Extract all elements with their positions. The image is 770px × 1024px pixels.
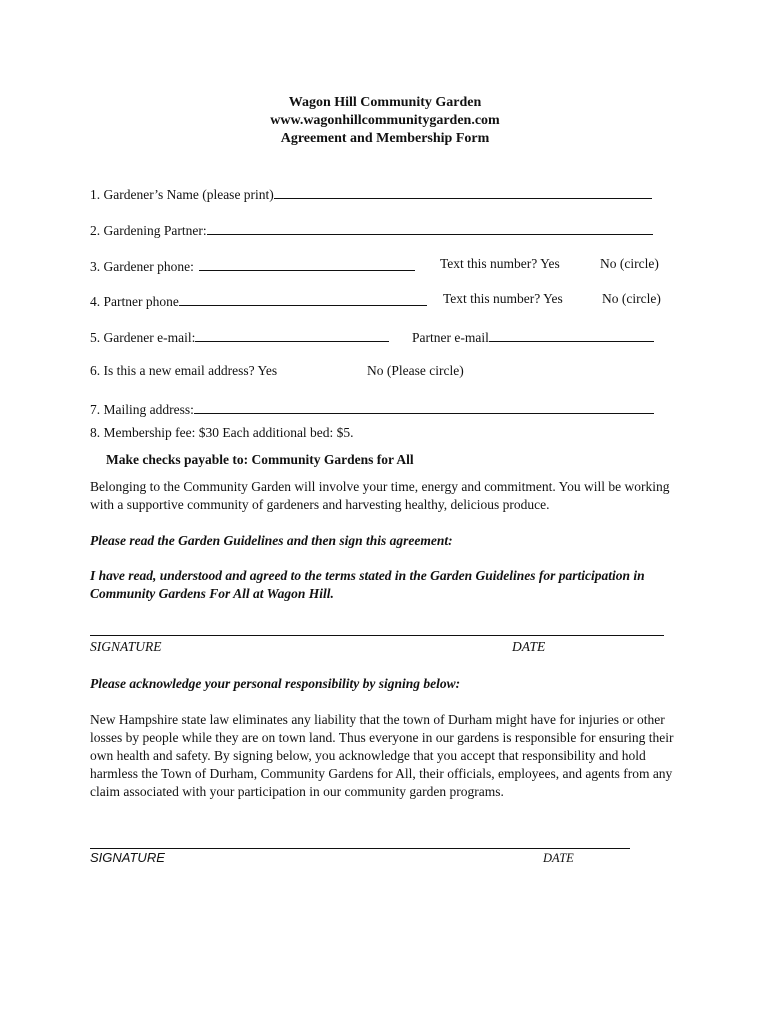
checks-payable-text: Make checks payable to: Community Gardens for All: [106, 452, 414, 467]
gardening-partner-label: 2. Gardening Partner:: [90, 223, 207, 238]
liability-paragraph: New Hampshire state law eliminates any liability that the town of Durham might have for injuries or other losses by people while they are on town land. Thus everyone in our gardens is responsible for ensuring their own health and safety. By signing below, you acknowledge that you accept that responsibility and hold harmless the Town of Durham, Community Gardens for All, their officials, employees, and agents from any claim associated with your participation in our community garden programs.: [90, 712, 674, 799]
new-email-no-option[interactable]: No (Please circle): [367, 363, 464, 378]
garden-title: Wagon Hill Community Garden: [288, 95, 482, 110]
gardener-email-label: 5. Gardener e-mail:: [90, 330, 196, 345]
belonging-paragraph: Belonging to the Community Garden will involve your time, energy and commitment. You will be working with a supportive community of gardeners and harvesting healthy, delicious produce.: [90, 479, 670, 512]
gardening-partner-field[interactable]: [207, 220, 653, 235]
gardening-partner-row: [90, 220, 653, 239]
signature-line-2[interactable]: [90, 848, 630, 849]
date-label-2: DATE: [543, 851, 574, 865]
date-label-1: DATE: [512, 639, 546, 654]
email-row: [90, 327, 389, 346]
gardener-name-row: [90, 184, 652, 203]
mailing-address-row: [90, 399, 654, 418]
signature-label-1: SIGNATURE: [90, 639, 162, 654]
gardener-phone-row: [90, 256, 415, 275]
garden-website: www.wagonhillcommunitygarden.com: [270, 113, 500, 128]
gardener-phone-field[interactable]: [199, 256, 415, 271]
partner-email-label: Partner e-mail: [412, 330, 489, 345]
mailing-address-label: 7. Mailing address:: [90, 402, 194, 417]
form-header: [0, 94, 770, 148]
new-email-question[interactable]: 6. Is this a new email address? Yes: [90, 363, 278, 378]
read-guidelines-heading: Please read the Garden Guidelines and then sign this agreement:: [90, 533, 453, 548]
gardener-phone-label: 3. Gardener phone:: [90, 259, 194, 274]
gardener-name-field[interactable]: [274, 184, 652, 199]
agreement-statement: I have read, understood and agreed to the terms stated in the Garden Guidelines for participation in Community Gardens For All at Wagon Hill.: [90, 568, 645, 601]
partner-phone-no-option[interactable]: No (circle): [602, 291, 661, 306]
partner-phone-field[interactable]: [179, 291, 427, 306]
gardener-email-field[interactable]: [195, 327, 389, 342]
form-subtitle: Agreement and Membership Form: [280, 131, 490, 146]
gardener-phone-no-option[interactable]: No (circle): [600, 256, 659, 271]
gardener-phone-text-question[interactable]: Text this number? Yes: [440, 256, 560, 271]
partner-email-field[interactable]: [489, 327, 654, 342]
acknowledge-heading: Please acknowledge your personal responsibility by signing below:: [90, 676, 461, 691]
partner-phone-label: 4. Partner phone: [90, 294, 179, 309]
partner-phone-row: [90, 291, 427, 310]
partner-email-row: [412, 327, 654, 346]
gardener-name-label: 1. Gardener’s Name (please print): [90, 187, 274, 202]
signature-line-1[interactable]: [90, 635, 664, 636]
membership-fee-text: 8. Membership fee: $30 Each additional bed: $5.: [90, 425, 354, 440]
partner-phone-text-question[interactable]: Text this number? Yes: [443, 291, 563, 306]
mailing-address-field[interactable]: [194, 399, 654, 414]
signature-label-2: SIGNATURE: [90, 850, 165, 865]
